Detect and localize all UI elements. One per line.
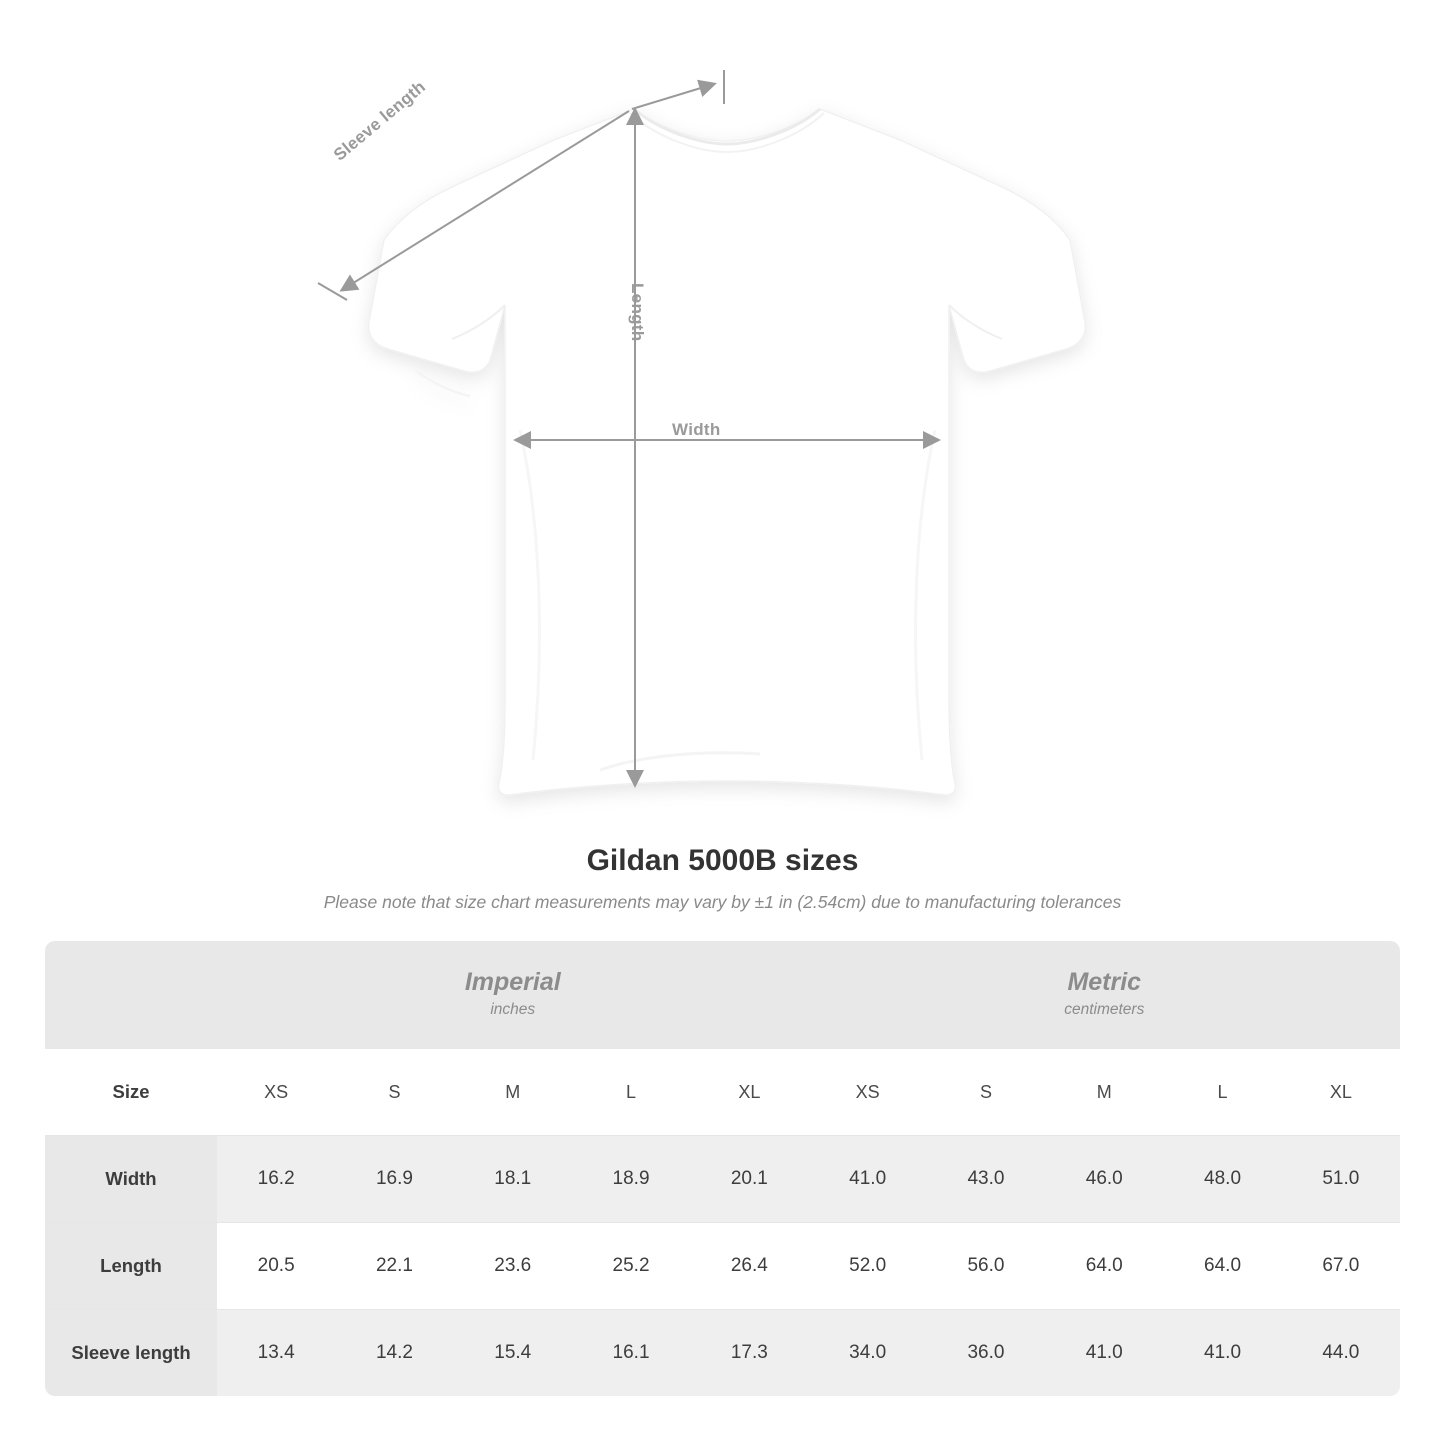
cell-length-1: 22.1 <box>335 1223 453 1310</box>
header-col-7: M <box>1045 1049 1163 1136</box>
title-block <box>0 844 1445 913</box>
table-row <box>45 1310 1400 1397</box>
table-row <box>45 1136 1400 1223</box>
header-col-0: XS <box>217 1049 335 1136</box>
unit-header-spacer <box>45 941 217 1049</box>
unit-group-imperial <box>217 941 809 1049</box>
cell-sleeve-3: 16.1 <box>572 1310 690 1397</box>
cell-length-7: 64.0 <box>1045 1223 1163 1310</box>
cell-width-0: 16.2 <box>217 1136 335 1223</box>
header-size: Size <box>45 1049 217 1136</box>
cell-length-5: 52.0 <box>809 1223 927 1310</box>
header-col-8: L <box>1163 1049 1281 1136</box>
cell-sleeve-6: 36.0 <box>927 1310 1045 1397</box>
cell-width-2: 18.1 <box>454 1136 572 1223</box>
cell-length-9: 67.0 <box>1282 1223 1400 1310</box>
cell-sleeve-7: 41.0 <box>1045 1310 1163 1397</box>
tolerance-note: Please note that size chart measurements may vary by ±1 in (2.54cm) due to manufacturing tolerances <box>323 892 1122 912</box>
cell-sleeve-2: 15.4 <box>454 1310 572 1397</box>
cell-length-8: 64.0 <box>1163 1223 1281 1310</box>
cell-width-8: 48.0 <box>1163 1136 1281 1223</box>
size-table-wrapper <box>45 941 1400 1396</box>
unit-sub-metric: centimeters <box>1064 1001 1145 1019</box>
cell-length-4: 26.4 <box>690 1223 808 1310</box>
header-col-5: XS <box>809 1049 927 1136</box>
cell-length-6: 56.0 <box>927 1223 1045 1310</box>
cell-sleeve-4: 17.3 <box>690 1310 808 1397</box>
header-col-2: M <box>454 1049 572 1136</box>
row-label-sleeve-length: Sleeve length <box>45 1310 217 1397</box>
cell-width-5: 41.0 <box>809 1136 927 1223</box>
header-col-9: XL <box>1282 1049 1400 1136</box>
cell-width-6: 43.0 <box>927 1136 1045 1223</box>
row-label-length: Length <box>45 1223 217 1310</box>
table-row <box>45 1223 1400 1310</box>
tshirt-shape <box>369 109 1086 795</box>
unit-name-imperial: Imperial <box>464 967 561 996</box>
header-col-3: L <box>572 1049 690 1136</box>
cell-width-1: 16.9 <box>335 1136 453 1223</box>
header-col-4: XL <box>690 1049 808 1136</box>
unit-name-metric: Metric <box>1067 967 1142 996</box>
cell-width-3: 18.9 <box>572 1136 690 1223</box>
header-col-6: S <box>927 1049 1045 1136</box>
sleeve-length-label: Sleeve length <box>330 77 430 165</box>
cell-length-0: 20.5 <box>217 1223 335 1310</box>
unit-sub-imperial: inches <box>490 1001 536 1019</box>
cell-sleeve-9: 44.0 <box>1282 1310 1400 1397</box>
cell-width-9: 51.0 <box>1282 1136 1400 1223</box>
cell-length-2: 23.6 <box>454 1223 572 1310</box>
header-col-1: S <box>335 1049 453 1136</box>
cell-sleeve-0: 13.4 <box>217 1310 335 1397</box>
column-header-row <box>45 1049 1400 1136</box>
unit-header-row <box>45 941 1400 1049</box>
cell-length-3: 25.2 <box>572 1223 690 1310</box>
size-table <box>45 941 1400 1396</box>
cell-sleeve-8: 41.0 <box>1163 1310 1281 1397</box>
row-label-width: Width <box>45 1136 217 1223</box>
length-label: Length <box>628 283 647 342</box>
unit-group-metric <box>809 941 1401 1049</box>
cell-width-4: 20.1 <box>690 1136 808 1223</box>
cell-sleeve-5: 34.0 <box>809 1310 927 1397</box>
width-label: Width <box>672 420 721 439</box>
cell-sleeve-1: 14.2 <box>335 1310 453 1397</box>
page-title: Gildan 5000B sizes <box>586 844 859 877</box>
cell-width-7: 46.0 <box>1045 1136 1163 1223</box>
